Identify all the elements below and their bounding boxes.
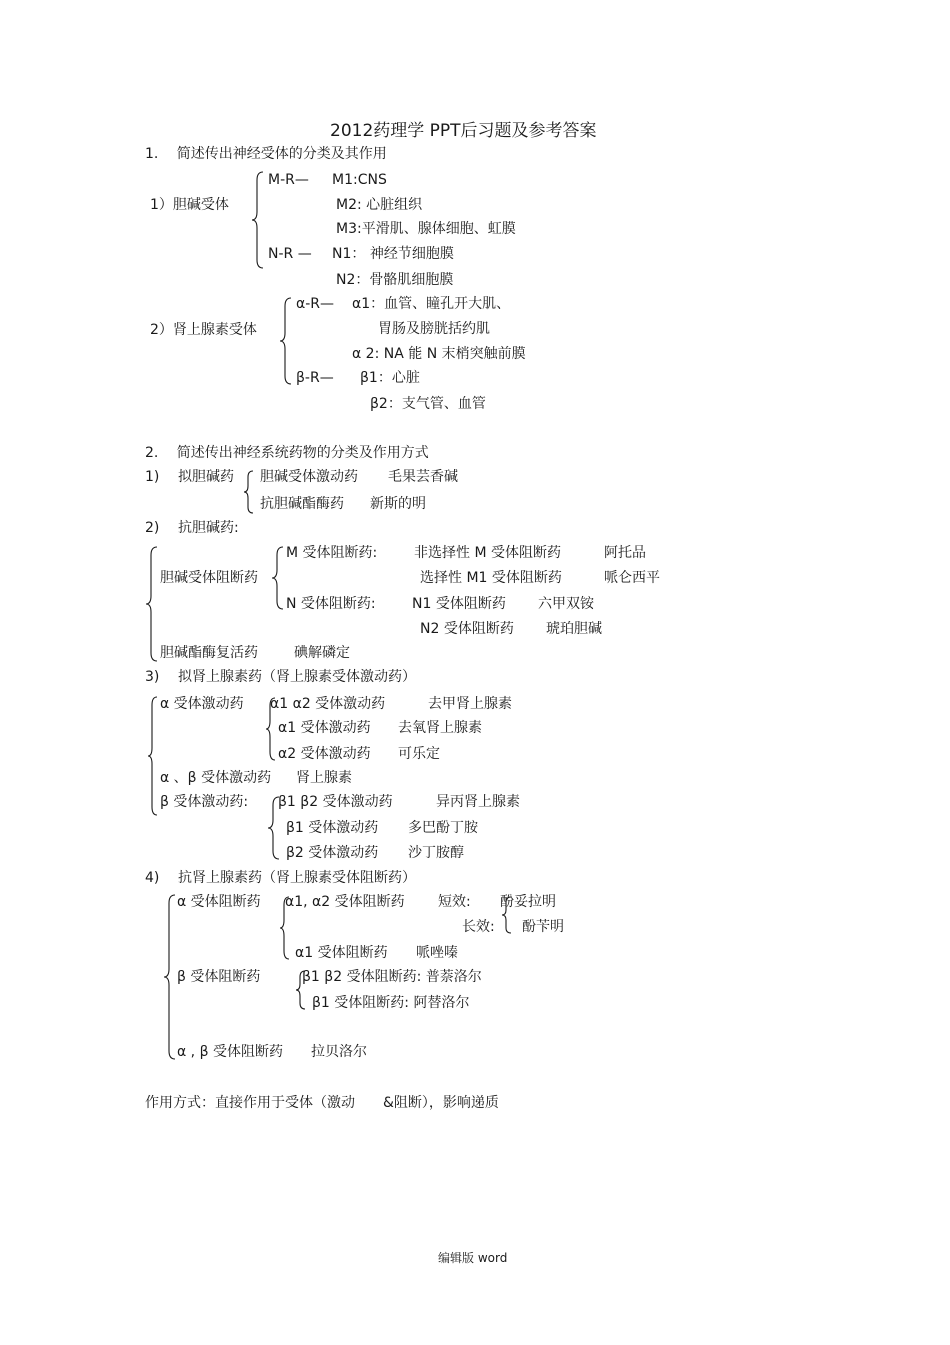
- alpha-blocker: α 受体阻断药: [177, 894, 261, 910]
- m-receptor: M-R—: [268, 172, 309, 188]
- long-acting-label: 长效:: [462, 919, 495, 935]
- hexamethonium: 六甲双铵: [538, 596, 594, 612]
- section-1-number: 1): [145, 469, 160, 485]
- beta-receptor: β-R—: [296, 370, 334, 386]
- m-blocker: M 受体阻断药:: [286, 545, 378, 561]
- salbutamol: 沙丁胺醇: [408, 845, 464, 861]
- beta1-beta2-agonist: β1 β2 受体激动药: [278, 794, 393, 810]
- n2-blocker: N2 受体阻断药: [420, 621, 514, 637]
- section-4-number: 4): [145, 870, 160, 886]
- dobutamine: 多巴酚丁胺: [408, 820, 478, 836]
- beta-agonist: β 受体激动药:: [160, 794, 249, 810]
- cholinoceptor-blocker: 胆碱受体阻断药: [160, 570, 258, 586]
- section-1-label: 拟胆碱药: [178, 469, 234, 485]
- alpha-beta-agonist: α 、β 受体激动药: [160, 770, 272, 786]
- question-1-heading: 1. 简述传出神经受体的分类及其作用: [145, 146, 387, 162]
- brace-section-3-outer: [148, 695, 158, 817]
- alpha1-agonist: α1 受体激动药: [278, 720, 371, 736]
- m3-receptor: M3:平滑肌、腺体细胞、虹膜: [336, 221, 516, 237]
- question-2-heading: 2. 简述传出神经系统药物的分类及作用方式: [145, 445, 429, 461]
- brace-section-4-outer: [164, 893, 176, 1061]
- epinephrine: 肾上腺素: [296, 770, 352, 786]
- beta1-agonist: β1 受体激动药: [286, 820, 379, 836]
- pralidoxime: 碘解磷定: [294, 645, 350, 661]
- beta1-beta2-blocker: β1 β2 受体阻断药: 普萘洛尔: [302, 969, 482, 985]
- phenylephrine: 去氧肾上腺素: [398, 720, 482, 736]
- m1-selective-blocker: 选择性 M1 受体阻断药: [420, 570, 562, 586]
- alpha-agonist: α 受体激动药: [160, 696, 244, 712]
- brace-section-2-outer: [146, 545, 158, 663]
- n1-blocker: N1 受体阻断药: [412, 596, 506, 612]
- short-acting-label: 短效:: [438, 894, 471, 910]
- clonidine: 可乐定: [398, 746, 440, 762]
- brace-cholinergic: [252, 170, 264, 270]
- alpha1-receptor: α1：血管、瞳孔开大肌、: [352, 296, 511, 312]
- prazosin: 哌唑嗪: [416, 945, 458, 961]
- adrenergic-receptor-label: 2）肾上腺素受体: [150, 322, 257, 338]
- labetalol: 拉贝洛尔: [311, 1044, 367, 1060]
- cholinergic-receptor-label: 1）胆碱受体: [150, 197, 229, 213]
- beta-blocker: β 受体阻断药: [177, 969, 261, 985]
- alpha1-receptor-cont: 胃肠及膀胱括约肌: [378, 321, 490, 337]
- alpha2-agonist: α2 受体激动药: [278, 746, 371, 762]
- section-2-number: 2): [145, 520, 160, 536]
- n1-receptor: N1： 神经节细胞膜: [332, 246, 454, 262]
- phenoxybenzamine: 酚苄明: [522, 919, 564, 935]
- norepinephrine: 去甲肾上腺素: [428, 696, 512, 712]
- brace-adrenergic: [280, 296, 292, 386]
- pirenzepine: 哌仑西平: [604, 570, 660, 586]
- atropine: 阿托品: [604, 545, 646, 561]
- pilocarpine: 毛果芸香碱: [388, 469, 458, 485]
- brace-section-2-inner: [272, 545, 284, 611]
- beta1-blocker: β1 受体阻断药: 阿替洛尔: [312, 995, 470, 1011]
- section-4-label: 抗肾上腺素药（肾上腺素受体阻断药）: [178, 870, 416, 886]
- alpha2-receptor: α 2: NA 能 N 末梢突触前膜: [352, 346, 526, 362]
- succinylcholine: 琥珀胆碱: [546, 621, 602, 637]
- cholinoceptor-agonist: 胆碱受体激动药: [260, 469, 358, 485]
- alpha-beta-blocker: α , β 受体阻断药: [177, 1044, 283, 1060]
- mode-of-action: 作用方式：直接作用于受体（激动 &阻断），影响递质: [145, 1095, 499, 1111]
- m1-receptor: M1:CNS: [332, 172, 387, 188]
- page-title: 2012药理学 PPT后习题及参考答案: [330, 121, 597, 141]
- beta2-receptor: β2：支气管、血管: [370, 396, 486, 412]
- cholinesterase-reactivator: 胆碱酯酶复活药: [160, 645, 258, 661]
- anticholinesterase: 抗胆碱酯酶药: [260, 496, 344, 512]
- alpha1-blocker: α1 受体阻断药: [295, 945, 388, 961]
- section-3-number: 3): [145, 669, 160, 685]
- m-nonselective-blocker: 非选择性 M 受体阻断药: [414, 545, 561, 561]
- neostigmine: 新斯的明: [370, 496, 426, 512]
- isoprenaline: 异丙肾上腺素: [436, 794, 520, 810]
- n2-receptor: N2：骨骼肌细胞膜: [336, 272, 454, 288]
- m2-receptor: M2: 心脏组织: [336, 197, 423, 213]
- n-receptor: N-R —: [268, 246, 312, 262]
- alpha1-alpha2-agonist: α1 α2 受体激动药: [270, 696, 386, 712]
- beta2-agonist: β2 受体激动药: [286, 845, 379, 861]
- section-2-label: 抗胆碱药:: [178, 520, 239, 536]
- n-blocker: N 受体阻断药:: [286, 596, 376, 612]
- brace-section-1: [244, 470, 254, 514]
- beta1-receptor: β1：心脏: [360, 370, 420, 386]
- alpha-receptor: α-R—: [296, 296, 335, 312]
- alpha1-alpha2-blocker: α1, α2 受体阻断药: [285, 894, 405, 910]
- page-footer: 编辑版 word: [438, 1251, 508, 1265]
- section-3-label: 拟肾上腺素药（肾上腺素受体激动药）: [178, 669, 416, 685]
- phentolamine: 酚妥拉明: [500, 894, 556, 910]
